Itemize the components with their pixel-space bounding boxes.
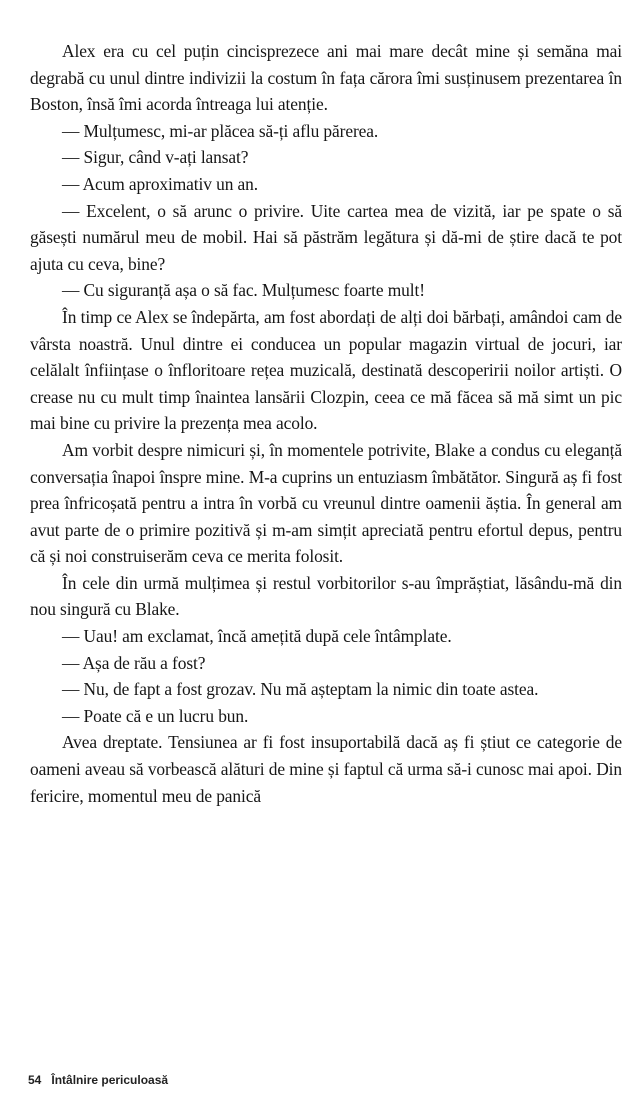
dialogue-line: — Uau! am exclamat, încă amețită după cele întâmplate.: [62, 626, 452, 647]
page-number: 54: [28, 1073, 42, 1087]
page-body: [30, 38, 622, 809]
dialogue-line: — Cu siguranță așa o să fac. Mulțumesc foarte mult!: [62, 280, 425, 301]
paragraph: În timp ce Alex se îndepărta, am fost abordați de alți doi bărbați, amândoi cam de vârsta noastră. Unul dintre ei conducea un popular magazin virtual de jocuri, iar celălalt înființase o înfloritoare rețea muzicală, destinată descoperirii noilor artiști. O crease nu cu mult timp înaintea lansării Clozpin, ceea ce mă făcea să mă simt un pic mai bine cu privire la prezența mea acolo.: [30, 306, 622, 434]
paragraph: Am vorbit despre nimicuri și, în momentele potrivite, Blake a condus cu eleganță conversația înapoi înspre mine. M-a cuprins un entuziasm îmbătător. Singură aș fi fost prea înfricoșată pentru a intra în vorbă cu vreunul dintre oamenii ăștia. În general am avut parte de o primire pozitivă și m-am simțit apreciată pentru efortul depus, pentru că și noi construiserăm ceva ce merita folosit.: [30, 439, 622, 567]
dialogue-line: — Mulțumesc, mi-ar plăcea să-ți aflu părerea.: [62, 120, 379, 141]
dialogue-line: — Excelent, o să arunc o privire. Uite cartea mea de vizită, iar pe spate o să găsești numărul meu de mobil. Hai să păstrăm legătura și dă-mi de știre dacă te pot ajuta cu ceva, bine?: [30, 200, 622, 274]
dialogue-line: — Poate că e un lucru bun.: [62, 705, 249, 726]
dialogue-line: — Sigur, când v-ați lansat?: [62, 147, 249, 168]
dialogue-line: — Nu, de fapt a fost grozav. Nu mă așteptam la nimic din toate astea.: [62, 679, 539, 700]
page-footer: [28, 1073, 168, 1087]
paragraph: Alex era cu cel puțin cincisprezece ani mai mare decât mine și semăna mai degrabă cu unul dintre indivizii la costum în fața cărora îmi susținusem prezentarea în Boston, însă îmi acorda întreaga lui atenție.: [30, 41, 622, 115]
running-title: Întâlnire periculoasă: [51, 1073, 169, 1087]
dialogue-line: — Acum aproximativ un an.: [62, 173, 259, 194]
dialogue-line: — Așa de rău a fost?: [62, 652, 206, 673]
paragraph: În cele din urmă mulțimea și restul vorbitorilor s-au împrăștiat, lăsându-mă din nou singură cu Blake.: [30, 572, 622, 620]
paragraph: Avea dreptate. Tensiunea ar fi fost insuportabilă dacă aș fi știut ce categorie de oameni aveau să vorbească alături de mine și faptul că urma să-i cunosc mai apoi. Din fericire, momentul meu de panică: [30, 732, 622, 806]
